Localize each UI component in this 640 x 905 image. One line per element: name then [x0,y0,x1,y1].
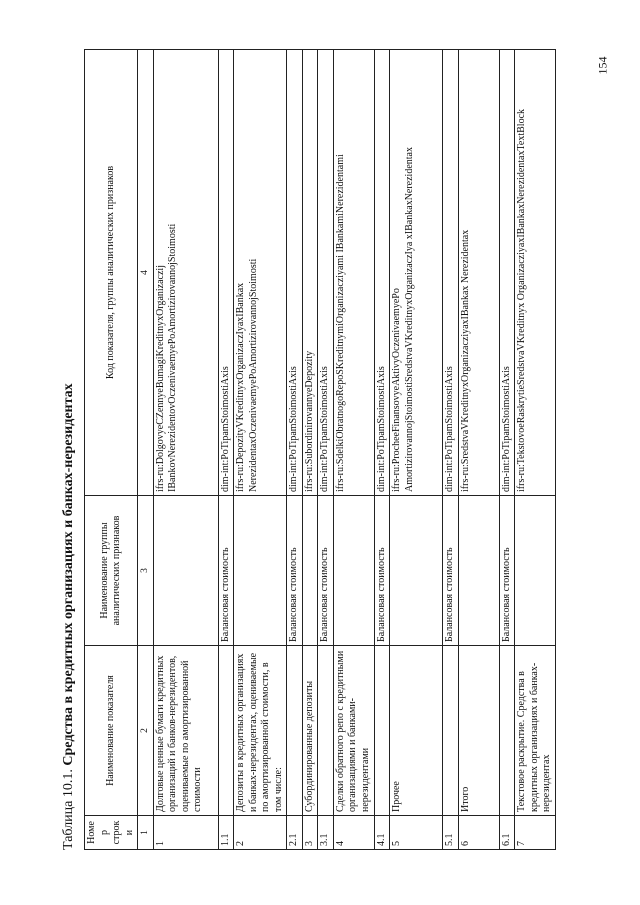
group-name: Балансовая стоимость [374,496,390,646]
caption-title: Средства в кредитных организациях и банках-нерезидентах [61,383,76,766]
table-row [153,50,218,850]
indicator-name: Итого [458,646,499,816]
column-number-row [138,50,154,850]
header-row-number: Номер строки [85,816,138,850]
table-row [218,50,234,850]
group-name [153,496,218,646]
indicator-code: dim-int:PoTipamStoimostiAxis [287,50,303,496]
row-number: 5.1 [443,816,459,850]
row-number: 5 [390,816,443,850]
indicator-name [443,646,459,816]
table-row [374,50,390,850]
table-row [318,50,334,850]
data-table [84,49,556,850]
indicator-code: ifrs-ru:DepozityVKreditnyxOrganizaczIyaxIBankax NerezidentaxOczenivaemyePoAmortizirovannojStoimosti [234,50,287,496]
row-number: 1 [153,816,218,850]
row-number: 2.1 [287,816,303,850]
group-name: Балансовая стоимость [318,496,334,646]
indicator-code: dim-int:PoTipamStoimostiAxis [443,50,459,496]
row-number: 7 [515,816,556,850]
row-number: 4.1 [374,816,390,850]
indicator-name: Сделки обратного репо с кредитными организациями и банками-нерезидентами [333,646,374,816]
table-row [458,50,499,850]
table-row [287,50,303,850]
group-name [458,496,499,646]
row-number: 4 [333,816,374,850]
indicator-code: dim-int:PoTipamStoimostiAxis [374,50,390,496]
indicator-code: ifrs-ru:SdelkiObratnogoRepoSKreditnymiOrganizacziyami IBankamiNerezidentami [333,50,374,496]
indicator-name: Субординированные депозиты [302,646,318,816]
group-name: Балансовая стоимость [218,496,234,646]
group-name [302,496,318,646]
indicator-code: ifrs-ru:ProcheeFinansovyeAktivyOczenivaemyePo AmortizirovannojStoimostiSredstvaVKreditnyxOrganizaczIya xIBankaxNerezidentax [390,50,443,496]
indicator-code: ifrs-ru:SredstvaVKreditnyxOrganizacziyaxIBankax Nerezidentax [458,50,499,496]
group-name [234,496,287,646]
row-number: 3 [302,816,318,850]
indicator-name: Долговые ценные бумаги кредитных организаций и банков-нерезидентов, оцениваемые по амортизированной стоимости [153,646,218,816]
group-name: Балансовая стоимость [287,496,303,646]
group-name: Балансовая стоимость [443,496,459,646]
table-row [234,50,287,850]
group-name [515,496,556,646]
indicator-code: ifrs-ru:DolgovyeCZennyeBumagiKreditnyxOrganizaczij IBankovNerezidentovOczenivaemyePoAmortizirovannojStoimosti [153,50,218,496]
indicator-name: Текстовое раскрытие. Средства в кредитных организациях и банках-нерезидентах [515,646,556,816]
column-number: 4 [138,50,154,496]
row-number: 6 [458,816,499,850]
indicator-code: dim-int:PoTipamStoimostiAxis [218,50,234,496]
table-row [499,50,515,850]
indicator-code: ifrs-ru:SubordinirovannyeDepozity [302,50,318,496]
header-row [85,50,138,850]
header-group-name: Наименование группы аналитических признаков [85,496,138,646]
table-caption [60,30,84,850]
indicator-name [218,646,234,816]
column-number: 3 [138,496,154,646]
indicator-name: Прочее [390,646,443,816]
indicator-name [374,646,390,816]
row-number: 6.1 [499,816,515,850]
table-row [302,50,318,850]
header-indicator-name: Наименование показателя [85,646,138,816]
column-number: 2 [138,646,154,816]
row-number: 1.1 [218,816,234,850]
group-name [390,496,443,646]
indicator-code: dim-int:PoTipamStoimostiAxis [318,50,334,496]
group-name: Балансовая стоимость [499,496,515,646]
indicator-name [499,646,515,816]
indicator-code: ifrs-ru:TekstovoeRaskrytieSredstvaVKreditnyx OrganizacziyaxIBankaxNerezidentaxTextBlock [515,50,556,496]
row-number: 3.1 [318,816,334,850]
indicator-name [287,646,303,816]
indicator-name [318,646,334,816]
indicator-code: dim-int:PoTipamStoimostiAxis [499,50,515,496]
table-row [515,50,556,850]
header-indicator-code: Код показателя, группы аналитических признаков [85,50,138,496]
rotated-table-frame [60,30,580,850]
indicator-name: Депозиты в кредитных организациях и банках-нерезидентах, оцениваемые по амортизированной стоимости, в том числе: [234,646,287,816]
table-row [443,50,459,850]
table-row [333,50,374,850]
group-name [333,496,374,646]
page-number: 154 [595,56,610,75]
table-row [390,50,443,850]
column-number: 1 [138,816,154,850]
caption-prefix: Таблица 10.1. [61,765,76,850]
row-number: 2 [234,816,287,850]
